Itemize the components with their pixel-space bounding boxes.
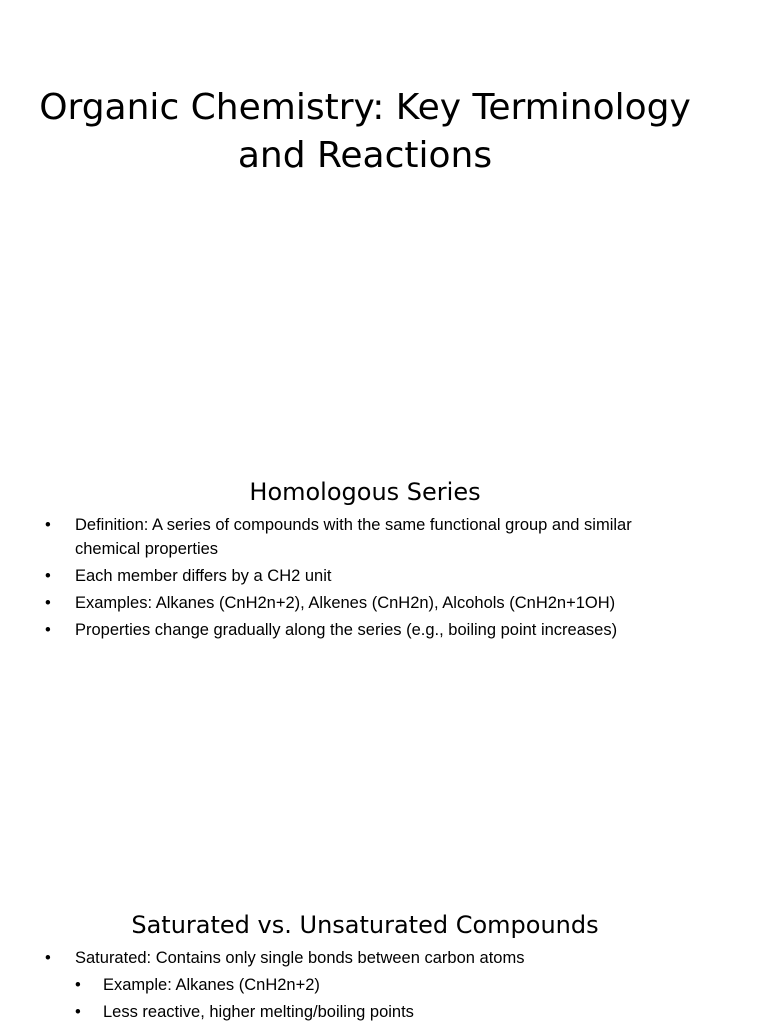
bullet-item: • Saturated: Contains only single bonds between carbon atoms [0, 947, 768, 971]
bullet-item: • Definition: A series of compounds with the same functional group and similar chemical properties [0, 514, 768, 561]
homologous-series-bullet-list [0, 514, 768, 646]
saturated-unsaturated-bullet-list [0, 947, 768, 1028]
bullet-item: • Examples: Alkanes (CnH2n+2), Alkenes (CnH2n), Alcohols (CnH2n+1OH) [0, 592, 768, 616]
section-heading-homologous-series: Homologous Series [249, 478, 481, 506]
section-heading-saturated-vs-unsaturated: Saturated vs. Unsaturated Compounds [131, 911, 599, 939]
sub-bullet-item: • Example: Alkanes (CnH2n+2) [0, 974, 768, 998]
bullet-item: • Each member differs by a CH2 unit [0, 565, 768, 589]
bullet-item: • Properties change gradually along the series (e.g., boiling point increases) [0, 619, 768, 643]
page-title: Organic Chemistry: Key Terminology and Reactions [39, 87, 691, 176]
sub-bullet-item: • Less reactive, higher melting/boiling points [0, 1001, 768, 1025]
